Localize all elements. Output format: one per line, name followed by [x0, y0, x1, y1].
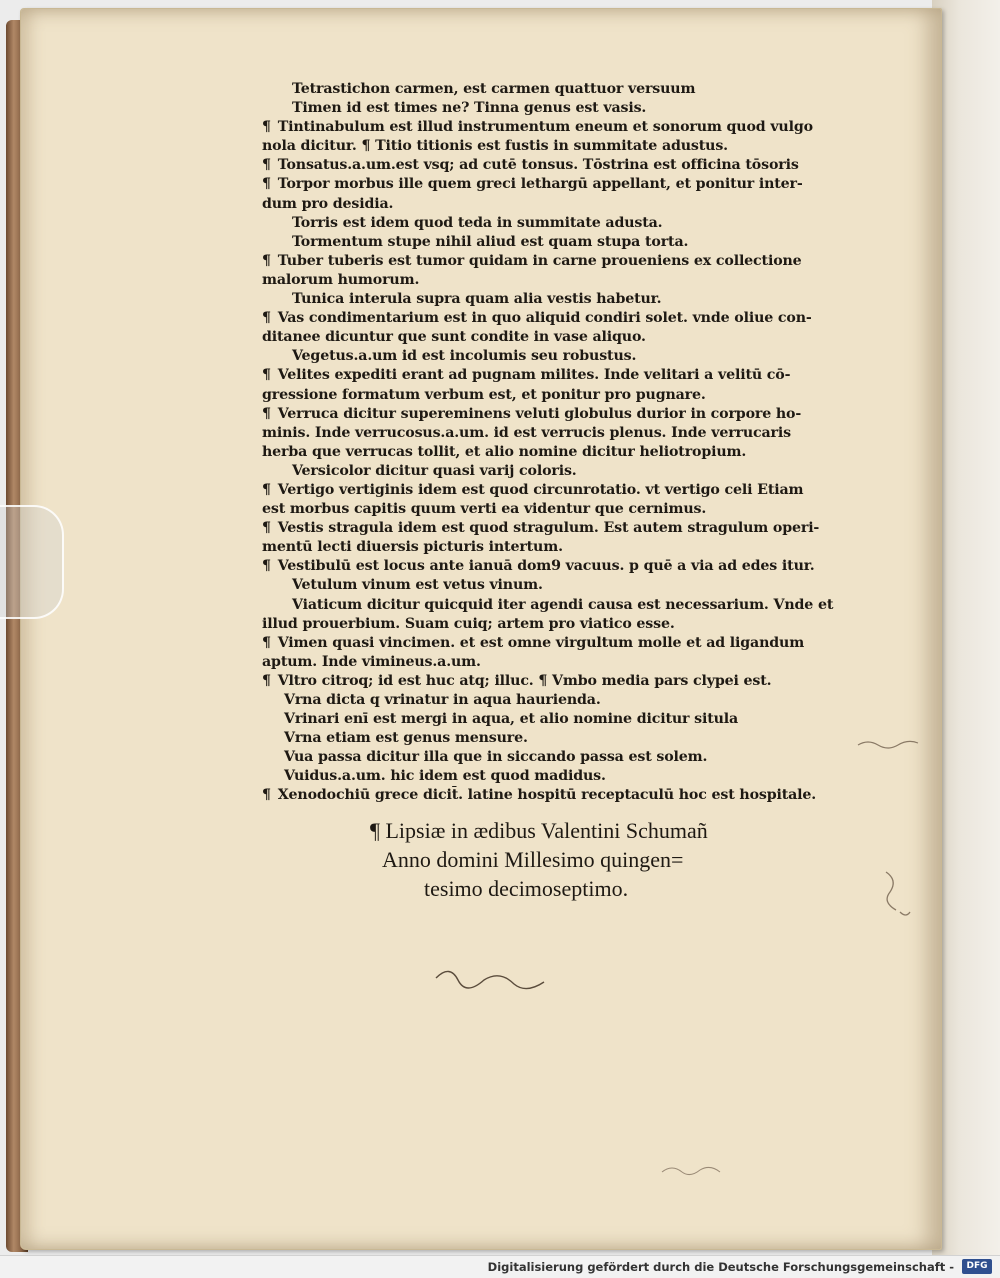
text-line-content: est morbus capitis quum verti ea videntur que cernimus. — [262, 501, 707, 518]
text-line-content: Vrinari enī est mergi in aqua, et alio nomine dicitur situla — [284, 711, 739, 728]
text-line-content: dum pro desidia. — [262, 195, 394, 212]
text-line-content: nola dicitur. ¶ Titio titionis est fustis in summitate adustus. — [262, 138, 728, 155]
colophon-line: Anno domini Millesimo quingen= — [382, 847, 684, 872]
pilcrow-mark: ¶ — [262, 481, 271, 498]
colophon-line: tesimo decimoseptimo. — [424, 876, 629, 901]
pilcrow-mark: ¶ — [262, 520, 271, 537]
pilcrow-mark: ¶ — [262, 634, 271, 651]
text-line-content: Verruca dicitur supereminens veluti globulus durior in corpore ho- — [277, 405, 802, 422]
text-line-content: Versicolor dicitur quasi varij coloris. — [292, 462, 577, 479]
text-line-content: Viaticum dicitur quicquid iter agendi causa est necessarium. Vnde et — [292, 596, 834, 613]
text-line-content: Tintinabulum est illud instrumentum eneum et sonorum quod vulgo — [277, 119, 813, 136]
text-line-content: Vua passa dicitur illa que in siccando passa est solem. — [284, 749, 708, 766]
text-line-content: malorum humorum. — [262, 271, 420, 288]
pencil-mark — [662, 1167, 720, 1174]
text-line-content: Vrna etiam est genus mensure. — [284, 730, 528, 747]
text-line-content: Vertigo vertiginis idem est quod circunrotatio. vt vertigo celi Etiam — [277, 481, 804, 498]
pilcrow-mark: ¶ — [262, 119, 271, 136]
text-line-content: Velites expediti erant ad pugnam milites. Inde velitari a velitū cō- — [277, 367, 791, 384]
text-line-content: Vestibulū est locus ante ianuā dom9 vacuus. p quē a via ad edes itur. — [277, 558, 815, 575]
pilcrow-mark: ¶ — [262, 252, 271, 269]
text-line-content: Vltro citroq; id est huc atq; illuc. ¶ Vmbo media pars clypei est. — [277, 672, 772, 689]
ink-flourish — [436, 971, 544, 988]
text-line-content: Tuber tuberis est tumor quidam in carne proueniens ex collectione — [277, 252, 802, 269]
footer-bar — [0, 1255, 1000, 1278]
pilcrow-mark: ¶ — [262, 787, 271, 804]
text-line-content: Vas condimentarium est in quo aliquid condiri solet. vnde oliue con- — [277, 310, 812, 327]
text-line-content: mentū lecti diuersis picturis intertum. — [262, 539, 563, 556]
pilcrow-mark: ¶ — [262, 176, 271, 193]
pilcrow-mark: ¶ — [262, 558, 271, 575]
text-line-content: minis. Inde verrucosus.a.um. id est verrucis plenus. Inde verrucaris — [262, 424, 791, 441]
text-line-content: Tetrastichon carmen, est carmen quattuor versuum — [292, 81, 696, 97]
text-line-content: Torris est idem quod teda in summitate adusta. — [292, 214, 663, 231]
pilcrow-mark: ¶ — [262, 405, 271, 422]
text-line-content: Vuidus.a.um. hic idem est quod madidus. — [284, 768, 606, 785]
funding-note: Digitalisierung gefördert durch die Deutsche Forschungsgemeinschaft - — [487, 1260, 954, 1274]
text-line-content: Vimen quasi vincimen. et est omne virgultum molle et ad ligandum — [277, 634, 805, 651]
text-line-content: Vegetus.a.um id est incolumis seu robustus. — [292, 348, 637, 365]
text-line-content: Torpor morbus ille quem greci lethargū appellant, et ponitur inter- — [277, 176, 803, 193]
pilcrow-mark: ¶ — [262, 672, 271, 689]
text-line-content: gressione formatum verbum est, et ponitur pro pugnare. — [262, 386, 706, 403]
text-line-content: herba que verrucas tollit, et alio nomine dicitur heliotropium. — [262, 443, 747, 460]
text-line-content: illud prouerbium. Suam cuiq; artem pro viatico esse. — [262, 615, 675, 632]
pilcrow-mark: ¶ — [262, 157, 271, 174]
pilcrow-mark: ¶ — [262, 367, 271, 384]
page-clip-icon — [0, 505, 64, 619]
text-line-content: ditanee dicuntur que sunt condite in vase aliquo. — [262, 329, 646, 346]
text-line-content: Tormentum stupe nihil aliud est quam stupa torta. — [292, 233, 689, 250]
text-line-content: Tonsatus.a.um.est vsq; ad cutē tonsus. Tōstrina est officina tōsoris — [277, 157, 799, 174]
pilcrow-mark: ¶ — [262, 310, 271, 327]
margin-scribble — [886, 872, 910, 915]
colophon-line: ¶ Lipsiæ in ædibus Valentini Schumañ — [370, 818, 708, 843]
text-line-content: Vestis stragula idem est quod stragulum. Est autem stragulum operi- — [277, 520, 820, 537]
text-line-content: aptum. Inde vimineus.a.um. — [262, 653, 481, 670]
text-line-content: Vetulum vinum est vetus vinum. — [292, 577, 543, 594]
text-line-content: Xenodochiū grece dicit̄. latine hospitū receptaculū hoc est hospitale. — [277, 787, 817, 804]
text-line-content: Tunica interula supra quam alia vestis habetur. — [292, 291, 662, 308]
text-line-content: Vrna dicta q vrinatur in aqua haurienda. — [284, 692, 601, 708]
margin-scribble — [858, 741, 918, 748]
text-line-content: Timen id est times ne? Tinna genus est vasis. — [292, 100, 647, 117]
dfg-logo-icon[interactable]: DFG — [962, 1259, 992, 1274]
